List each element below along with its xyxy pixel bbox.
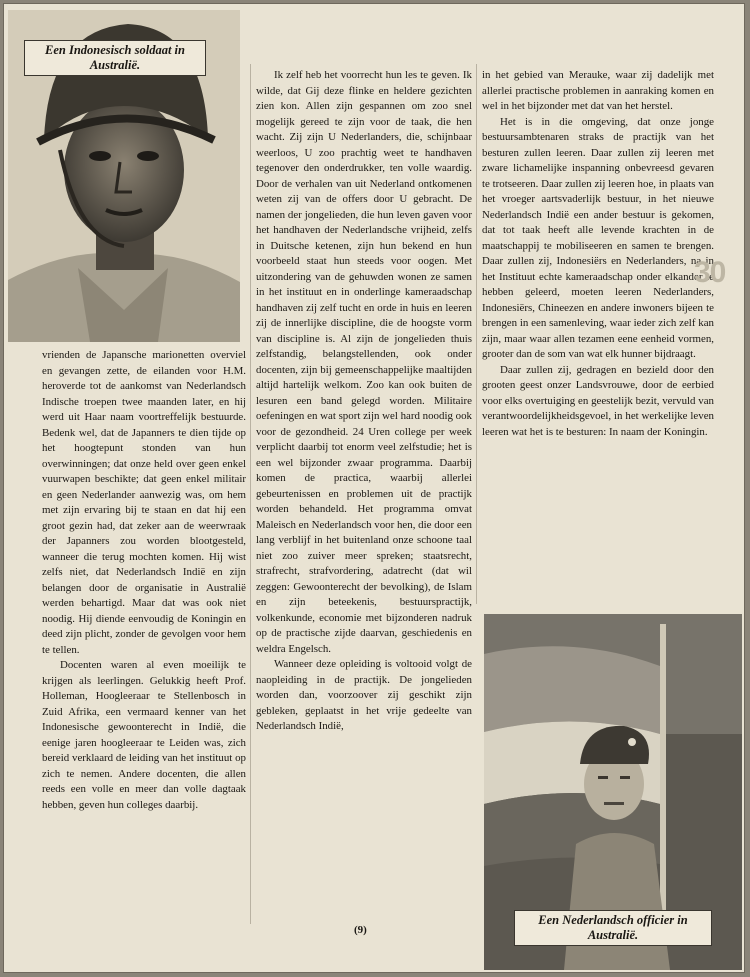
paragraph: Docenten waren al even moeilijk te krijgen als leerlingen. Gelukkig heeft Prof. Holleman, Hoogleeraar te Stellenbosch in Zuid Afrika, een vermaard kenner van het Indonesische gewoonterecht in Indië, die eenige jaren hoogleeraar te Leiden was, zich bereid verklaard de leiding van het instituut op zich te nemen. Andere docenten, die allen reeds een volle en meer dan volle dagtaak hebben, geven hun colleges daarbij. xyxy=(42,659,246,811)
paragraph: Ik zelf heb het voorrecht hun les te geven. Ik wilde, dat Gij deze flinke en heldere gezichten zien kon. Allen zijn gespannen om zoo snel mogelijk gereed te zijn voor de taak, die hen wacht. Zij zijn U Nederlanders, die, schijnbaar weerloos, U zoo prachtig weet te handhaven tegenover den onderdrukker, ten volle waardig. Door de verhalen van uit Nederland ontkomenen weten zij van de offers door U gebracht. De namen der jongelieden, die hun leven gaven voor het handhaven der Nederlandsche vrijheid, zelfs in Duitsche ketenen, zijn hun bekend en hun voorbeeld staat hun steeds voor oogen. Met uitzondering van de gehuwden wonen ze samen in het instituut en in onderlinge kameraadschap handhaven zij zelf tucht en orde in huis en leeren zij de innerlijke discipline, die de hoogste vorm van discipline is. Al zijn de jongelieden thuis zelfstandig, belangstellenden, ook onder docenten, zijn bij gemeenschappelijke maaltijden altijd hartelijk welkom. Zoo kan ook buiten de lesuren een band gelegd worden. Militaire oefeningen en wat sport zijn wel hard noodig ook voor de gezondheid. 24 Uren college per week verplicht daarbij tot enorm veel zelfstudie; het is een wel bijzonder zwaar programma. Daarbij komen de practica, waarbij allerlei gebeurtenissen en problemen uit de practijk worden behandeld. Het programma omvat Maleisch en Nederlandsch voor hen, die door een lang verblijf in het buitenland onze schoone taal niet zoo zuiver meer spreken; staatsrecht, strafrecht, strafvordering, adatrecht (dat wil zeggen: Gewoonterecht der bevolking), de Islam en zijn beteekenis, bestuurspractijk, volkenkunde, economie met bijzonderen nadruk op de practische zijde daarvan, geschiedenis en weldra Engelsch. xyxy=(256,69,472,655)
article-column-right xyxy=(482,68,714,440)
paragraph: Daar zullen zij, gedragen en bezield door den grooten geest onzer Landsvrouwe, door de eerbied voor elks overtuiging en geestelijk bezit, vervuld van verantwoordelijkheidsgevoel, in het werkelijke leven leeren wat het is te besturen: In naam der Koningin. xyxy=(482,363,714,438)
page-stamp: 30 xyxy=(694,256,726,289)
article-column-middle xyxy=(256,68,472,735)
article-column-left xyxy=(42,348,246,813)
soldier-photo-caption: Een Indonesisch soldaat in Australië. xyxy=(24,40,206,76)
paragraph: vrienden de Japansche marionetten overviel en gevangen zette, de eilanden voor H.M. heroverde tot de aankomst van Nederlandsch Indische troepen twee maanden later, en hij werd uit Haar naam voortreffelijk bestuurde. Bedenk wel, dat de Japanners te dien tijde op het hoogtepunt stonden van hun overwinningen; dat onze held over geen enkel vuurwapen beschikte; dat geen enkel militair en geen Nederlander aanwezig was, om hem met zijn ervaring bij te staan en dat hij een groot gezin had, dat zeker aan de weerwraak der Japanners zou worden blootgesteld, wanneer die terug mochten komen. Hij wist zelfs niet, dat Nederlandsch Indië en zijn belangen door de organisatie in Australië werden behartigd. Maar dat was ook niet noodig. Hij diende eenvoudig de Koningin en deed zijn plicht, zonder de gevolgen voor hem te tellen. xyxy=(42,349,246,656)
page-number: (9) xyxy=(354,924,367,936)
paragraph: Wanneer deze opleiding is voltooid volgt de naopleiding in de practijk. De jongelieden worden dan, voorzoover zij geschikt zijn gebleken, geplaatst in het vrije gedeelte van Nederlandsch Indië, xyxy=(256,658,472,732)
column-divider xyxy=(250,64,251,924)
magazine-page xyxy=(4,4,744,972)
officer-photo-caption: Een Nederlandsch officier in Australië. xyxy=(514,910,712,946)
column-divider xyxy=(476,64,477,604)
paragraph: Het is in die omgeving, dat onze jonge bestuursambtenaren straks de practijk van het besturen zullen leeren. Daar zullen zij leeren met zware lichamelijke inspanning onbevreesd gevaren te trotseeren. Daar zullen zij leeren hoe, in plaats van het vroeger aartsvaderlijk bestuur, in het nieuwe Nederlandsch Indië een ander bestuur is gekomen, dat tot taak heeft alle levende krachten in de maatschappij te mobiliseeren en samen te brengen. Daar zullen zij, Indonesiërs en Nederlanders, na in het Instituut echte kameraadschap onder elkander te hebben geleerd, moeten leeren Nederlanders, Indonesiërs, Chineezen en andere inwoners bijeen te brengen in een samenleving, waar ieder zich zelf kan zijn, maar waar allen tezamen eene eenheid vormen, grooter dan de som van wat elk hunner bijdraagt. xyxy=(482,115,714,360)
paragraph: in het gebied van Merauke, waar zij dadelijk met allerlei practische problemen in aanraking komen en wel in het bijzonder met dat van het herstel. xyxy=(482,69,714,112)
